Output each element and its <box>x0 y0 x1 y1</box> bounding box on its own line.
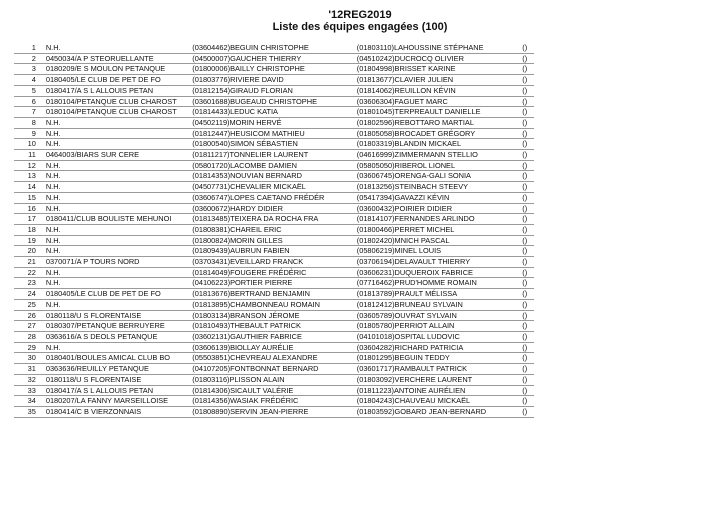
player-one: (01813895)CHAMBONNEAU ROMAIN <box>192 299 356 310</box>
player-two: (01801295)BEGUIN TEDDY <box>357 353 523 364</box>
team-club: N.H. <box>46 182 192 193</box>
player-three: () <box>522 374 534 385</box>
player-one: (03601688)BUGEAUD CHRISTOPHE <box>192 96 356 107</box>
player-three: () <box>522 224 534 235</box>
player-three: () <box>522 64 534 75</box>
player-three: () <box>522 53 534 64</box>
team-number: 2 <box>14 53 46 64</box>
player-one: (01814353)NOUVIAN BERNARD <box>192 171 356 182</box>
table-row <box>14 43 534 53</box>
team-club: 0180307/PETANQUE BERRUYERE <box>46 321 192 332</box>
team-club: 0180405/LE CLUB DE PET DE FO <box>46 75 192 86</box>
table-row <box>14 203 534 214</box>
team-number: 20 <box>14 246 46 257</box>
player-one: (04500007)GAUCHER THIERRY <box>192 53 356 64</box>
table-row <box>14 85 534 96</box>
player-three: () <box>522 182 534 193</box>
team-club: N.H. <box>46 224 192 235</box>
player-two: (01803592)GOBARD JEAN-BERNARD <box>357 406 523 417</box>
player-three: () <box>522 96 534 107</box>
player-one: (03600672)HARDY DIDIER <box>192 203 356 214</box>
team-club: N.H. <box>46 128 192 139</box>
team-club: N.H. <box>46 342 192 353</box>
player-one: (04107205)FONTBONNAT BERNARD <box>192 364 356 375</box>
competition-code: '12REG2019 <box>328 9 392 21</box>
player-one: (01808381)CHAREIL ERIC <box>192 224 356 235</box>
team-number: 9 <box>14 128 46 139</box>
player-three: () <box>522 396 534 407</box>
team-club: 0363616/A S DEOLS PETANQUE <box>46 331 192 342</box>
team-number: 22 <box>14 267 46 278</box>
player-two: (01801045)TERPREAULT DANIELLE <box>357 107 523 118</box>
player-two: (01814062)REUILLON KÉVIN <box>357 85 523 96</box>
table-row <box>14 321 534 332</box>
player-two: (04616999)ZIMMERMANN STELLIO <box>357 150 523 161</box>
player-two: (01802420)MNICH PASCAL <box>357 235 523 246</box>
team-club: N.H. <box>46 203 192 214</box>
table-row <box>14 224 534 235</box>
player-two: (01814107)FERNANDES ARLINDO <box>357 214 523 225</box>
team-number: 23 <box>14 278 46 289</box>
team-club: 0180104/PETANQUE CLUB CHAROST <box>46 96 192 107</box>
team-number: 19 <box>14 235 46 246</box>
team-number: 24 <box>14 289 46 300</box>
team-club: 0180411/CLUB BOULISTE MEHUNOI <box>46 214 192 225</box>
player-one: (01800824)MORIN GILLES <box>192 235 356 246</box>
team-number: 14 <box>14 182 46 193</box>
table-row <box>14 396 534 407</box>
player-one: (01813485)TEIXERA DA ROCHA FRA <box>192 214 356 225</box>
team-club: N.H. <box>46 117 192 128</box>
team-number: 34 <box>14 396 46 407</box>
table-row <box>14 171 534 182</box>
table-row <box>14 107 534 118</box>
team-club: N.H. <box>46 192 192 203</box>
team-club: 0363636/REUILLY PETANQUE <box>46 364 192 375</box>
player-three: () <box>522 139 534 150</box>
team-number: 10 <box>14 139 46 150</box>
player-three: () <box>522 406 534 417</box>
teams-table <box>14 43 534 418</box>
table-row <box>14 150 534 161</box>
player-one: (03604462)BEGUIN CHRISTOPHE <box>192 43 356 53</box>
player-three: () <box>522 214 534 225</box>
player-two: (03606304)FAGUET MARC <box>357 96 523 107</box>
player-two: (01813256)STEINBACH STEEVY <box>357 182 523 193</box>
player-three: () <box>522 117 534 128</box>
player-two: (01803110)LAHOUSSINE STÉPHANE <box>357 43 523 53</box>
player-two: (03600432)POIRIER DIDIER <box>357 203 523 214</box>
player-two: (03604282)RICHARD PATRICIA <box>357 342 523 353</box>
player-two: (01803092)VERCHERE LAURENT <box>357 374 523 385</box>
player-one: (01814433)LEDUC KATIA <box>192 107 356 118</box>
player-three: () <box>522 385 534 396</box>
table-row <box>14 342 534 353</box>
table-row <box>14 117 534 128</box>
team-number: 33 <box>14 385 46 396</box>
team-club: 0180209/E S MOULON PETANQUE <box>46 64 192 75</box>
player-two: (05805050)RIBEROL LIONEL <box>357 160 523 171</box>
table-row <box>14 374 534 385</box>
table-row <box>14 160 534 171</box>
player-three: () <box>522 257 534 268</box>
team-club: N.H. <box>46 235 192 246</box>
team-number: 35 <box>14 406 46 417</box>
player-three: () <box>522 107 534 118</box>
player-three: () <box>522 203 534 214</box>
team-number: 21 <box>14 257 46 268</box>
player-one: (05503851)CHEVREAU ALEXANDRE <box>192 353 356 364</box>
player-two: (03706194)DELAVAULT THIERRY <box>357 257 523 268</box>
player-two: (01804998)BRISSET KARINE <box>357 64 523 75</box>
player-two: (03606745)ORENGA-GALI SONIA <box>357 171 523 182</box>
player-one: (01803776)RIVIERE DAVID <box>192 75 356 86</box>
player-one: (01813676)BERTRAND BENJAMIN <box>192 289 356 300</box>
player-three: () <box>522 342 534 353</box>
team-number: 12 <box>14 160 46 171</box>
team-number: 32 <box>14 374 46 385</box>
team-number: 18 <box>14 224 46 235</box>
player-three: () <box>522 171 534 182</box>
team-number: 5 <box>14 85 46 96</box>
table-row <box>14 267 534 278</box>
player-three: () <box>522 321 534 332</box>
table-row <box>14 257 534 268</box>
table-row <box>14 96 534 107</box>
player-three: () <box>522 85 534 96</box>
player-two: (01811223)ANTOINE AURÉLIEN <box>357 385 523 396</box>
team-club: N.H. <box>46 299 192 310</box>
document-title: Liste des équipes engagées (100) <box>272 21 448 33</box>
table-row <box>14 331 534 342</box>
player-two: (01805780)PERRIOT ALLAIN <box>357 321 523 332</box>
table-row <box>14 353 534 364</box>
player-one: (04507731)CHEVALIER MICKAËL <box>192 182 356 193</box>
player-one: (03606747)LOPES CAETANO FRÉDÉR <box>192 192 356 203</box>
team-club: N.H. <box>46 160 192 171</box>
table-row <box>14 246 534 257</box>
player-three: () <box>522 160 534 171</box>
player-one: (01803134)BRANSON JÉROME <box>192 310 356 321</box>
player-three: () <box>522 289 534 300</box>
player-two: (01802596)REBOTTARO MARTIAL <box>357 117 523 128</box>
player-one: (01814049)FOUGERE FRÉDÉRIC <box>192 267 356 278</box>
team-number: 6 <box>14 96 46 107</box>
player-one: (03703431)EVEILLARD FRANCK <box>192 257 356 268</box>
team-number: 17 <box>14 214 46 225</box>
team-number: 30 <box>14 353 46 364</box>
player-three: () <box>522 192 534 203</box>
team-club: N.H. <box>46 246 192 257</box>
team-number: 1 <box>14 43 46 53</box>
team-club: 0450034/A P STEORUELLANTE <box>46 53 192 64</box>
team-number: 15 <box>14 192 46 203</box>
player-three: () <box>522 150 534 161</box>
table-row <box>14 299 534 310</box>
player-three: () <box>522 246 534 257</box>
player-two: (01800466)PERRET MICHEL <box>357 224 523 235</box>
player-two: (04510242)DUCROCQ OLIVIER <box>357 53 523 64</box>
table-row <box>14 214 534 225</box>
table-row <box>14 182 534 193</box>
team-number: 13 <box>14 171 46 182</box>
player-two: (05806219)MINEL LOUIS <box>357 246 523 257</box>
player-one: (01812447)HEUSICOM MATHIEU <box>192 128 356 139</box>
player-three: () <box>522 267 534 278</box>
team-club: 0180118/U S FLORENTAISE <box>46 374 192 385</box>
player-one: (01810493)THEBAULT PATRICK <box>192 321 356 332</box>
player-three: () <box>522 43 534 53</box>
player-three: () <box>522 331 534 342</box>
player-one: (03606139)BIOLLAY AURÉLIE <box>192 342 356 353</box>
team-number: 29 <box>14 342 46 353</box>
table-row <box>14 128 534 139</box>
table-row <box>14 310 534 321</box>
team-club: 0180401/BOULES AMICAL CLUB BO <box>46 353 192 364</box>
player-one: (01811217)TONNELIER LAURENT <box>192 150 356 161</box>
team-club: N.H. <box>46 267 192 278</box>
player-two: (01804243)CHAUVEAU MICKAËL <box>357 396 523 407</box>
player-one: (01812154)GIRAUD FLORIAN <box>192 85 356 96</box>
player-two: (01805058)BROCADET GRÉGORY <box>357 128 523 139</box>
player-one: (01814306)SICAULT VALÉRIE <box>192 385 356 396</box>
team-number: 4 <box>14 75 46 86</box>
team-number: 3 <box>14 64 46 75</box>
team-number: 26 <box>14 310 46 321</box>
team-club: 0180417/A S L ALLOUIS PETAN <box>46 85 192 96</box>
team-number: 31 <box>14 364 46 375</box>
team-number: 8 <box>14 117 46 128</box>
player-one: (01800540)SIMON SÉBASTIEN <box>192 139 356 150</box>
player-three: () <box>522 353 534 364</box>
player-three: () <box>522 278 534 289</box>
team-number: 11 <box>14 150 46 161</box>
table-row <box>14 53 534 64</box>
player-one: (04502119)MORIN HERVÉ <box>192 117 356 128</box>
document-header <box>0 9 720 34</box>
player-two: (03605789)OUVRAT SYLVAIN <box>357 310 523 321</box>
team-club: N.H. <box>46 171 192 182</box>
player-two: (04101018)OSPITAL LUDOVIC <box>357 331 523 342</box>
player-two: (07716462)PRUD'HOMME ROMAIN <box>357 278 523 289</box>
team-number: 25 <box>14 299 46 310</box>
table-row <box>14 192 534 203</box>
team-club: 0180405/LE CLUB DE PET DE FO <box>46 289 192 300</box>
team-number: 28 <box>14 331 46 342</box>
table-row <box>14 64 534 75</box>
team-number: 16 <box>14 203 46 214</box>
team-club: 0180414/C B VIERZONNAIS <box>46 406 192 417</box>
table-row <box>14 235 534 246</box>
team-club: 0180104/PETANQUE CLUB CHAROST <box>46 107 192 118</box>
table-row <box>14 364 534 375</box>
team-club: N.H. <box>46 139 192 150</box>
team-club: 0370071/A P TOURS NORD <box>46 257 192 268</box>
player-one: (03602131)GAUTHIER FABRICE <box>192 331 356 342</box>
player-one: (01808890)SERVIN JEAN-PIERRE <box>192 406 356 417</box>
player-two: (01813789)PRAULT MÉLISSA <box>357 289 523 300</box>
player-three: () <box>522 299 534 310</box>
player-one: (04106223)PORTIER PIERRE <box>192 278 356 289</box>
player-three: () <box>522 310 534 321</box>
team-club: 0180417/A S L ALLOUIS PETAN <box>46 385 192 396</box>
player-one: (01803116)PLISSON ALAIN <box>192 374 356 385</box>
player-two: (01803319)BLANDIN MICKAEL <box>357 139 523 150</box>
player-two: (01813677)CLAVIER JULIEN <box>357 75 523 86</box>
table-row <box>14 289 534 300</box>
team-club: 0464003/BIARS SUR CERE <box>46 150 192 161</box>
player-three: () <box>522 364 534 375</box>
player-three: () <box>522 75 534 86</box>
player-two: (05417394)GAVAZZI KÉVIN <box>357 192 523 203</box>
team-club: 0180118/U S FLORENTAISE <box>46 310 192 321</box>
team-number: 27 <box>14 321 46 332</box>
table-row <box>14 139 534 150</box>
team-club: N.H. <box>46 278 192 289</box>
table-row <box>14 278 534 289</box>
player-one: (01814356)WASIAK FRÉDÉRIC <box>192 396 356 407</box>
team-number: 7 <box>14 107 46 118</box>
player-two: (01812412)BRUNEAU SYLVAIN <box>357 299 523 310</box>
table-row <box>14 406 534 417</box>
player-two: (03601717)RAMBAULT PATRICK <box>357 364 523 375</box>
table-row <box>14 385 534 396</box>
team-club: N.H. <box>46 43 192 53</box>
player-one: (01809439)AUBRUN FABIEN <box>192 246 356 257</box>
player-three: () <box>522 235 534 246</box>
table-row <box>14 75 534 86</box>
team-club: 0180207/LA FANNY MARSEILLOISE <box>46 396 192 407</box>
player-one: (05801720)LACOMBE DAMIEN <box>192 160 356 171</box>
player-three: () <box>522 128 534 139</box>
player-two: (03606231)DUQUEROIX FABRICE <box>357 267 523 278</box>
teams-table-body <box>14 43 534 417</box>
player-one: (01800006)BAILLY CHRISTOPHE <box>192 64 356 75</box>
